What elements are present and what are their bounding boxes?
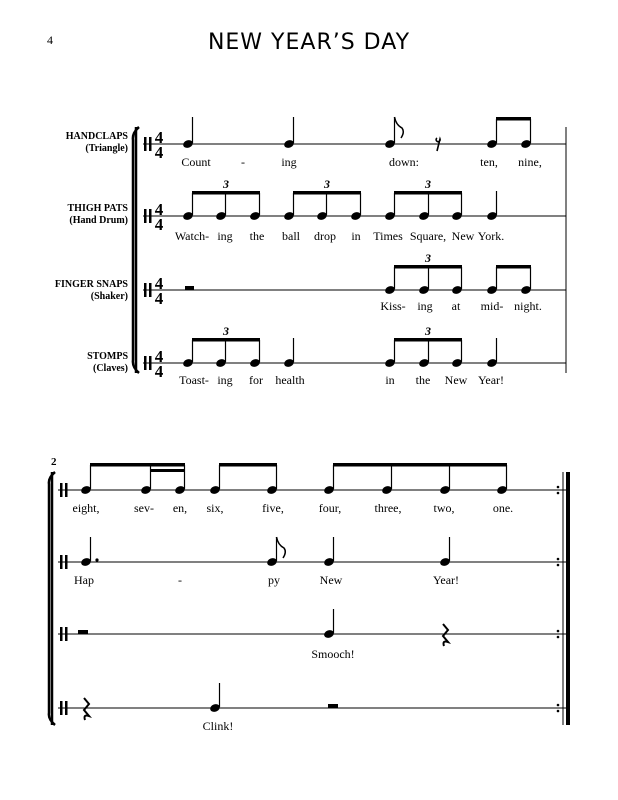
tuplet-number: 3 <box>223 324 229 338</box>
lyric: ing <box>217 373 233 387</box>
lyric: four, <box>318 501 342 515</box>
system-2 <box>49 456 570 733</box>
thigh-pats-notes <box>182 177 498 221</box>
measure-number: 2 <box>51 456 57 468</box>
note-beam <box>293 191 361 195</box>
quarter-rest <box>443 624 448 646</box>
lyric: ball <box>282 229 300 243</box>
note-beam <box>192 338 260 342</box>
note-beam <box>192 191 260 195</box>
lyric: ing <box>281 155 297 169</box>
instrument-sub: (Claves) <box>93 363 128 374</box>
page-number: 4 <box>47 33 53 47</box>
note-beam <box>90 463 185 467</box>
lyric: Count <box>181 155 211 169</box>
lyric: eight, <box>72 501 100 515</box>
time-signature-top: 4 <box>154 274 164 293</box>
note-beam <box>394 191 462 195</box>
lyric: nine, <box>518 155 542 169</box>
lyric: Square, <box>409 229 447 243</box>
instrument-name: STOMPS <box>87 351 128 362</box>
lyric: ing <box>417 299 433 313</box>
handclaps-lyrics-2 <box>73 501 514 515</box>
instrument-sub: (Triangle) <box>85 143 128 154</box>
time-signature-top: 4 <box>154 347 164 366</box>
time-signature-top: 4 <box>154 128 164 147</box>
lyric: six, <box>206 501 224 515</box>
thigh-pats-lyrics <box>175 229 504 243</box>
lyric: ten, <box>480 155 498 169</box>
note-beam <box>496 117 531 121</box>
note-beam <box>219 463 277 467</box>
lyric: Year! <box>432 573 460 587</box>
finger-snaps-notes-2 <box>78 609 448 646</box>
thigh-pats-notes-2 <box>80 537 451 567</box>
handclaps-notes <box>182 117 532 151</box>
note-beam <box>394 338 462 342</box>
half-rest <box>78 630 88 634</box>
instrument-name: THIGH PATS <box>67 203 128 214</box>
half-rest <box>328 704 338 708</box>
lyric: the <box>249 229 265 243</box>
time-signature-top: 4 <box>154 200 164 219</box>
tuplet-number: 3 <box>425 251 431 265</box>
stomps-lyrics-2 <box>203 719 234 733</box>
lyric: five, <box>262 501 284 515</box>
lyric: New <box>319 573 343 587</box>
instrument-sub: (Shaker) <box>90 291 128 302</box>
quarter-rest <box>84 698 89 720</box>
note-beam <box>333 463 507 467</box>
lyric: Watch- <box>174 229 210 243</box>
lyric: New <box>444 373 468 387</box>
lyric: health <box>275 373 305 387</box>
lyric: drop <box>314 229 336 243</box>
note-flag <box>277 537 286 558</box>
final-barline-thick <box>566 472 570 725</box>
augmentation-dot <box>95 558 98 561</box>
lyric: Year! <box>477 373 505 387</box>
lyric: en, <box>172 501 188 515</box>
lyric: sev- <box>134 501 154 515</box>
finger-snaps-lyrics-2 <box>311 647 354 661</box>
page-title: NEW YEAR’S DAY <box>207 30 411 55</box>
tuplet-number: 3 <box>223 177 229 191</box>
finger-snaps-lyrics <box>380 299 542 313</box>
note-beam <box>394 265 462 269</box>
stomps-lyrics <box>179 373 504 387</box>
instrument-name: HANDCLAPS <box>65 131 128 142</box>
lyric: Kiss- <box>380 299 406 313</box>
lyric: the <box>415 373 431 387</box>
instrument-sub: (Hand Drum) <box>69 215 128 226</box>
lyric: Clink! <box>202 719 234 733</box>
finger-snaps-notes <box>185 251 532 295</box>
lyric: - <box>178 573 182 587</box>
lyric: Smooch! <box>311 647 355 661</box>
instrument-name: FINGER SNAPS <box>54 279 128 290</box>
lyric: night. <box>514 299 542 313</box>
time-signature-bottom: 4 <box>154 289 164 308</box>
time-signature-bottom: 4 <box>154 143 164 162</box>
lyric: one. <box>492 501 514 515</box>
time-signature-bottom: 4 <box>154 215 164 234</box>
note-beam <box>150 469 185 472</box>
lyric: New <box>451 229 475 243</box>
lyric: py <box>268 573 280 587</box>
lyric: at <box>451 299 461 313</box>
repeat-dots <box>557 486 560 713</box>
tuplet-number: 3 <box>425 324 431 338</box>
lyric: Toast- <box>179 373 209 387</box>
lyric: mid- <box>480 299 504 313</box>
note-flag <box>395 117 404 138</box>
lyric: Hap <box>74 573 94 587</box>
thigh-pats-lyrics-2 <box>74 573 459 587</box>
lyric: York. <box>477 229 505 243</box>
system-1 <box>133 117 566 387</box>
half-rest <box>185 286 194 290</box>
lyric: in <box>385 373 395 387</box>
lyric: down: <box>389 155 419 169</box>
handclaps-lyrics <box>181 155 542 169</box>
stomps-notes <box>182 324 498 368</box>
lyric: two, <box>433 501 455 515</box>
time-signature-bottom: 4 <box>154 362 164 381</box>
lyric: in <box>351 229 361 243</box>
tuplet-number: 3 <box>324 177 330 191</box>
lyric: three, <box>374 501 402 515</box>
lyric: ing <box>217 229 233 243</box>
lyric: for <box>249 373 263 387</box>
note-beam <box>496 265 531 269</box>
stomps-notes-2 <box>84 683 338 720</box>
tuplet-number: 3 <box>425 177 431 191</box>
lyric: Times <box>373 229 403 243</box>
lyric: - <box>241 155 245 169</box>
